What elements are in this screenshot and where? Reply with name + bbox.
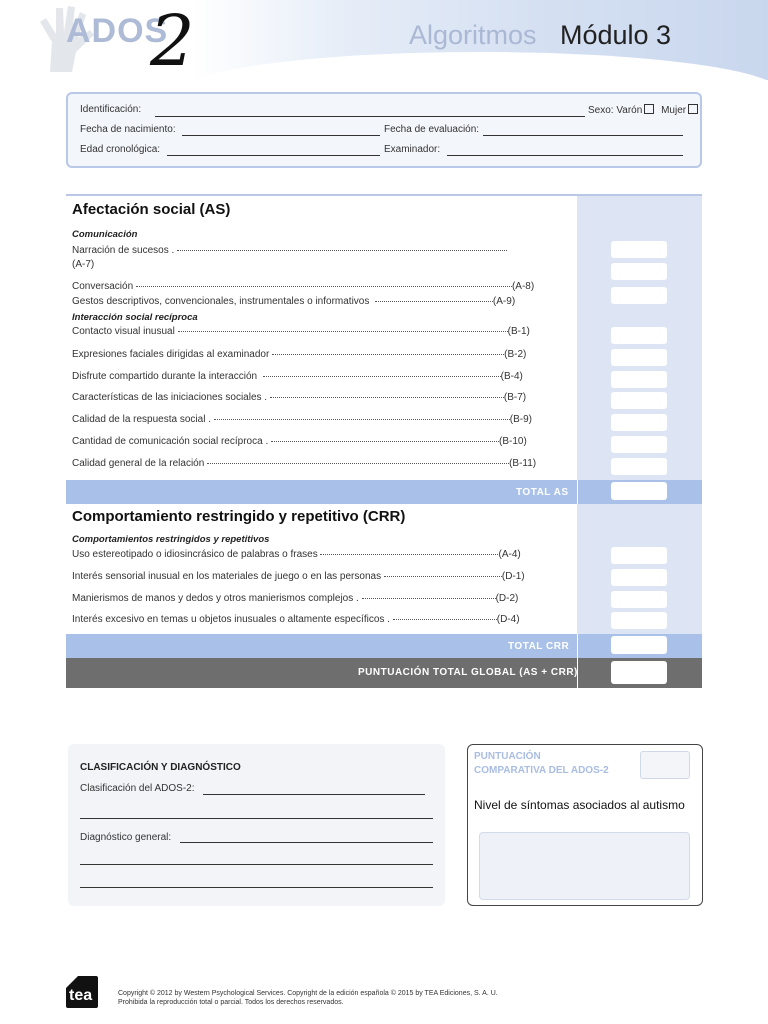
section-title-crr: Comportamiento restringido y repetitivo (CRR) xyxy=(72,508,406,525)
item-code: (D-1) xyxy=(501,571,525,582)
birthdate-field[interactable] xyxy=(182,135,380,136)
item-label: Calidad general de la relación xyxy=(72,458,205,469)
sex-male-label: Sexo: Varón xyxy=(588,105,643,116)
item-label: Características de las iniciaciones sociales xyxy=(72,392,262,403)
item-label: Disfrute compartido durante la interacción xyxy=(72,371,258,382)
title-prefix: Algoritmos xyxy=(409,20,537,50)
classification-field-line2[interactable] xyxy=(80,818,433,819)
item-b2 xyxy=(72,349,526,360)
birthdate-label: Fecha de nacimiento: xyxy=(80,124,176,135)
item-label: Conversación xyxy=(72,281,134,292)
item-code: (B-1) xyxy=(507,326,530,337)
page-title: Módulo 3 xyxy=(560,20,672,50)
classification-label: Clasificación del ADOS-2: xyxy=(80,783,195,794)
item-d1 xyxy=(72,571,525,582)
item-code: (A-7) xyxy=(72,259,95,270)
item-label: Expresiones faciales dirigidas al examinador xyxy=(72,349,270,360)
item-code: (D-2) xyxy=(495,593,519,604)
column-separator xyxy=(577,634,578,658)
logo-ados-text: ADOS xyxy=(66,12,169,50)
score-box-b1[interactable] xyxy=(611,327,667,344)
item-code: (B-10) xyxy=(499,436,527,447)
score-box-b11[interactable] xyxy=(611,458,667,475)
grand-total-box[interactable] xyxy=(611,661,667,684)
score-box-b9[interactable] xyxy=(611,414,667,431)
score-box-b2[interactable] xyxy=(611,349,667,366)
section-title-as: Afectación social (AS) xyxy=(72,201,231,218)
item-a4 xyxy=(72,549,521,560)
total-crr-band xyxy=(66,634,702,658)
age-label: Edad cronológica: xyxy=(80,144,161,155)
comparative-title-line2: COMPARATIVA DEL ADOS-2 xyxy=(474,765,609,776)
total-crr-box[interactable] xyxy=(611,636,667,654)
item-label: Uso estereotipado o idiosincrásico de palabras o frases xyxy=(72,549,318,560)
total-as-band xyxy=(66,480,702,504)
evaldate-field[interactable] xyxy=(483,135,683,136)
id-field[interactable] xyxy=(155,116,585,117)
score-box-a8[interactable] xyxy=(611,287,667,304)
item-a7: Narración de sucesos . xyxy=(72,245,507,256)
score-box-b4[interactable] xyxy=(611,371,667,388)
female-checkbox[interactable] xyxy=(688,104,698,114)
score-box-a7a[interactable] xyxy=(611,241,667,258)
id-label: Identificación: xyxy=(80,104,142,115)
item-b7: Características de las iniciaciones sociales . (B-7) xyxy=(72,392,527,403)
subsection-comunicacion: Comunicación xyxy=(72,229,138,240)
item-code: (A-9) xyxy=(492,296,516,307)
score-box-d1[interactable] xyxy=(611,569,667,586)
item-label: Gestos descriptivos, convencionales, instrumentales o informativos xyxy=(72,296,370,307)
total-as-box[interactable] xyxy=(611,482,667,500)
item-b11 xyxy=(72,458,536,469)
logo-ados-number: 2 xyxy=(150,0,195,82)
item-label: Cantidad de comunicación social recíproca xyxy=(72,436,263,447)
copyright-line1: Copyright © 2012 by Western Psychological Services. Copyright de la edición española © 2015 by TEA Ediciones, S. A. U. xyxy=(118,990,498,997)
diagnosis-label: Diagnóstico general: xyxy=(80,832,172,843)
item-d2: Manierismos de manos y dedos y otros manierismos complejos . (D-2) xyxy=(72,593,519,604)
item-label: Interés sensorial inusual en los materiales de juego o en las personas xyxy=(72,571,382,582)
item-d4: Interés excesivo en temas u objetos inusuales o altamente específicos . (D-4) xyxy=(72,614,520,625)
item-code: (D-4) xyxy=(496,614,520,625)
evaldate-label: Fecha de evaluación: xyxy=(384,124,480,135)
subsection-crr: Comportamientos restringidos y repetitivos xyxy=(72,534,270,545)
symptoms-level-box[interactable] xyxy=(479,832,690,900)
column-separator xyxy=(577,480,578,504)
grand-total-label: PUNTUACIÓN TOTAL GLOBAL (AS + CRR) xyxy=(358,667,578,678)
subsection-interaccion: Interacción social recíproca xyxy=(72,312,198,323)
item-code: (B-7) xyxy=(503,392,527,403)
total-crr-label: TOTAL CRR xyxy=(508,641,570,652)
score-box-d4[interactable] xyxy=(611,612,667,629)
score-box-b10[interactable] xyxy=(611,436,667,453)
symptoms-level-label: Nivel de síntomas asociados al autismo xyxy=(474,798,685,812)
score-box-a7b[interactable] xyxy=(611,263,667,280)
diagnosis-field-line2[interactable] xyxy=(80,864,433,865)
item-a9 xyxy=(72,296,548,307)
item-code: (B-11) xyxy=(509,458,537,469)
tea-logo xyxy=(66,976,98,1008)
item-code: (B-9) xyxy=(509,414,532,425)
sex-female-label: Mujer xyxy=(661,105,687,116)
item-label: Narración de sucesos xyxy=(72,245,169,256)
classification-title: CLASIFICACIÓN Y DIAGNÓSTICO xyxy=(80,762,241,773)
examiner-label: Examinador: xyxy=(384,144,441,155)
age-field[interactable] xyxy=(167,155,380,156)
diagnosis-field[interactable] xyxy=(180,842,433,843)
item-label: Calidad de la respuesta social xyxy=(72,414,206,425)
comparative-score-box[interactable] xyxy=(640,751,690,779)
score-box-d2[interactable] xyxy=(611,591,667,608)
item-label: Manierismos de manos y dedos y otros manierismos complejos xyxy=(72,593,354,604)
item-code: (B-2) xyxy=(504,349,527,360)
item-label: Contacto visual inusual xyxy=(72,326,175,337)
item-b1 xyxy=(72,326,530,337)
item-code: (B-4) xyxy=(500,371,523,382)
item-code: (A-8) xyxy=(511,281,535,292)
male-checkbox[interactable] xyxy=(644,104,654,114)
item-a8 xyxy=(72,281,548,292)
item-label: Interés excesivo en temas u objetos inusuales o altamente específicos xyxy=(72,614,385,625)
comparative-title-line1: PUNTUACIÓN xyxy=(474,751,541,762)
score-box-a4[interactable] xyxy=(611,547,667,564)
comparative-title xyxy=(474,750,609,778)
copyright-line2: Prohibida la reproducción total o parcial. Todos los derechos reservados. xyxy=(118,999,344,1006)
item-b4 xyxy=(72,371,523,382)
item-b9: Calidad de la respuesta social . (B-9) xyxy=(72,414,532,425)
tea-logo-text: tea xyxy=(69,987,93,1004)
item-code: (A-4) xyxy=(498,549,521,560)
total-as-label: TOTAL AS xyxy=(516,487,569,498)
classification-field[interactable] xyxy=(203,794,425,795)
examiner-field[interactable] xyxy=(447,155,683,156)
sex-label xyxy=(588,104,698,116)
score-box-b7[interactable] xyxy=(611,392,667,409)
item-b10: Cantidad de comunicación social recíproca . (B-10) xyxy=(72,436,527,447)
diagnosis-field-line3[interactable] xyxy=(80,887,433,888)
